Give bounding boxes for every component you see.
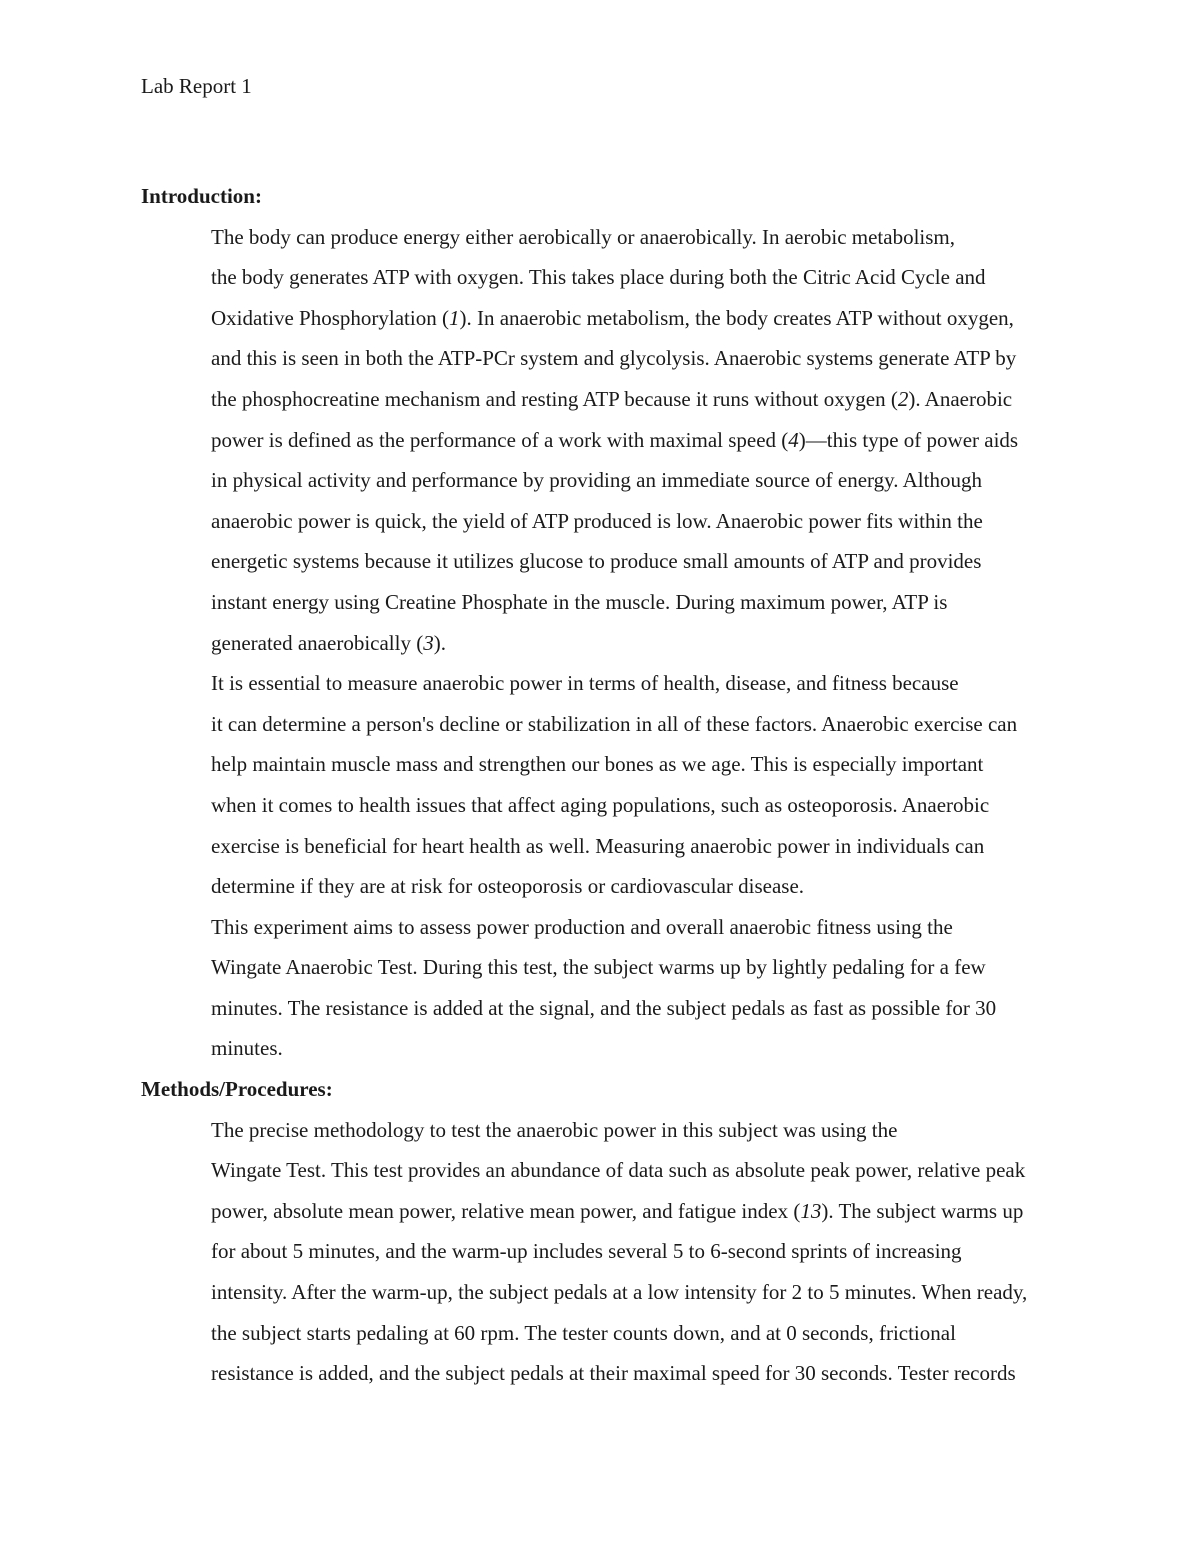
citation-number: 3 [423,630,434,655]
citation-number: 2 [897,386,909,411]
text-line: generated anaerobically (3). [211,630,446,655]
text-line: exercise is beneficial for heart health as well. Measuring anaerobic power in individuals can [211,833,985,858]
text-line: the phosphocreatine mechanism and resting ATP because it runs without oxygen (2). Anaerobic [211,386,1013,411]
text-line: in physical activity and performance by providing an immediate source of energy. Although [211,468,982,493]
citation-number: 4 [788,427,799,452]
text-line: anaerobic power is quick, the yield of ATP produced is low. Anaerobic power fits within the [211,508,983,533]
methods-heading: Methods/Procedures: [141,1077,333,1102]
text-line: energetic systems because it utilizes glucose to produce small amounts of ATP and provides [211,549,982,574]
text-line: the subject starts pedaling at 60 rpm. The tester counts down, and at 0 seconds, frictional [211,1320,956,1345]
citation-number: 1 [448,305,460,330]
methods-paragraph-1 [141,1110,1059,1394]
text-line: minutes. The resistance is added at the signal, and the subject pedals as fast as possible for 30 [211,995,997,1020]
text-line: resistance is added, and the subject pedals at their maximal speed for 30 seconds. Tester records [211,1361,1016,1386]
text-line: determine if they are at risk for osteoporosis or cardiovascular disease. [211,874,805,899]
text-line: minutes. [211,1036,283,1061]
text-line: It is essential to measure anaerobic power in terms of health, disease, and fitness because [211,671,959,696]
text-line: the body generates ATP with oxygen. This takes place during both the Citric Acid Cycle and [211,265,986,290]
text-line: when it comes to health issues that affect aging populations, such as osteoporosis. Anaerobic [211,792,990,817]
text-line: The body can produce energy either aerobically or anaerobically. In aerobic metabolism, [211,224,956,249]
introduction-paragraph-1 [141,217,1059,664]
text-line: instant energy using Creatine Phosphate in the muscle. During maximum power, ATP is [211,589,948,614]
introduction-paragraph-2 [141,663,1059,907]
text-line: The precise methodology to test the anaerobic power in this subject was using the [211,1117,898,1142]
text-line: Wingate Anaerobic Test. During this test, the subject warms up by lightly pedaling for a few [211,955,986,980]
introduction-heading: Introduction: [141,184,262,208]
running-head: Lab Report 1 [141,74,252,98]
text-line: power, absolute mean power, relative mean power, and fatigue index (13). The subject warms up [211,1198,1024,1223]
text-line: and this is seen in both the ATP-PCr system and glycolysis. Anaerobic systems generate ATP by [211,346,1017,371]
text-line: Oxidative Phosphorylation (1). In anaerobic metabolism, the body creates ATP without oxygen, [211,305,1014,330]
text-line: help maintain muscle mass and strengthen our bones as we age. This is especially important [211,752,984,777]
text-line: This experiment aims to assess power production and overall anaerobic fitness using the [211,914,953,939]
text-line: Wingate Test. This test provides an abundance of data such as absolute peak power, relative peak [211,1158,1026,1183]
text-line: for about 5 minutes, and the warm-up includes several 5 to 6-second sprints of increasing [211,1239,962,1264]
document-body [141,176,1059,1394]
text-line: intensity. After the warm-up, the subject pedals at a low intensity for 2 to 5 minutes. When ready, [211,1280,1028,1305]
text-line: power is defined as the performance of a work with maximal speed (4)—this type of power aids [211,427,1019,452]
introduction-paragraph-3 [141,907,1059,1069]
text-line: it can determine a person's decline or stabilization in all of these factors. Anaerobic exercise can [211,711,1018,736]
citation-number: 13 [800,1198,822,1223]
